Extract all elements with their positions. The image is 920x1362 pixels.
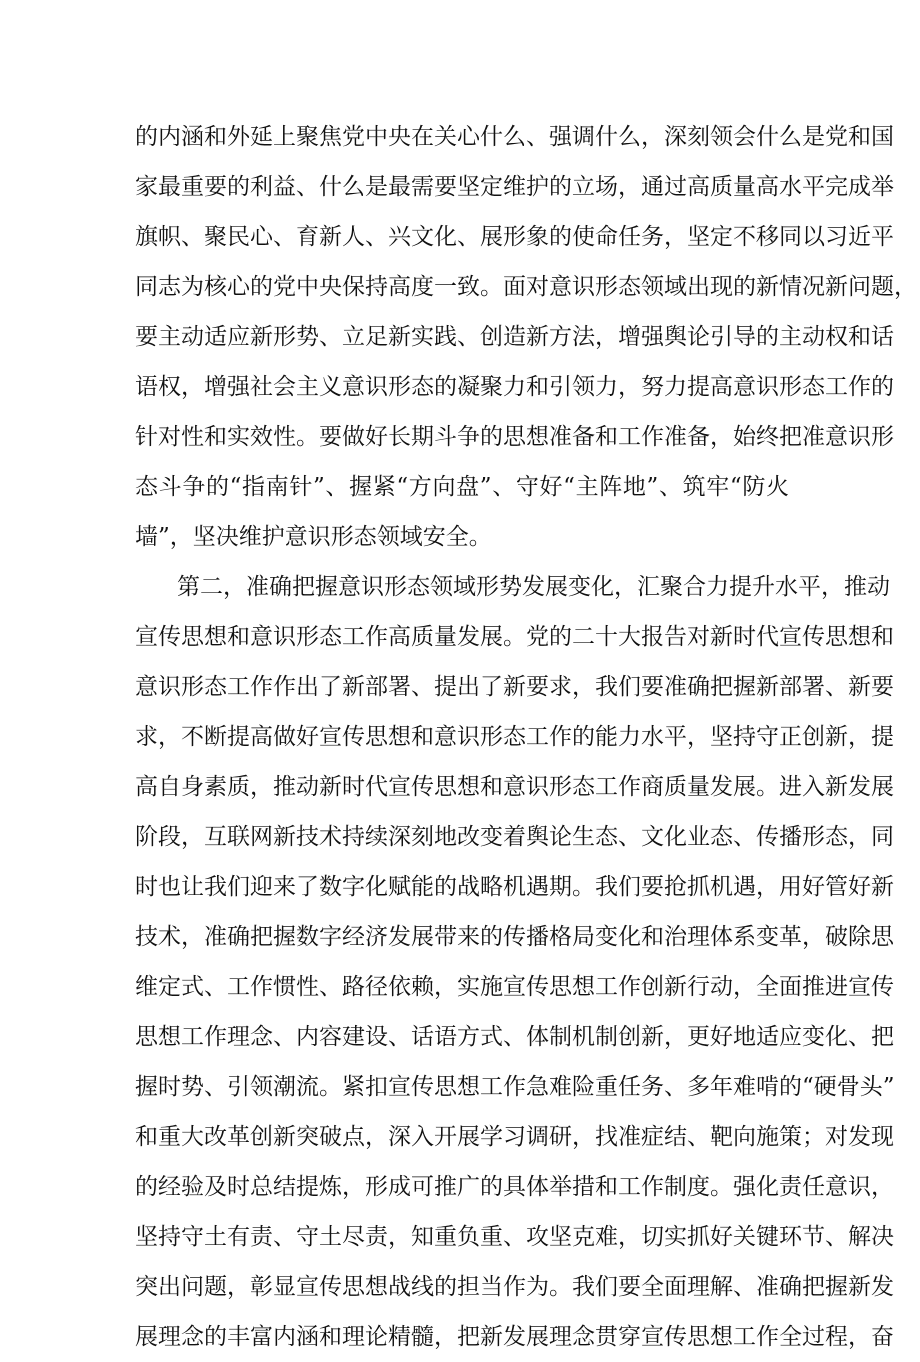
text-line: 阶段，互联网新技术持续深刻地改变着舆论生态、文化业态、传播形态，同 [135,824,894,850]
text-line: 意识形态工作作出了新部署、提出了新要求，我们要准确把握新部署、新要 [135,674,894,700]
text-line: 时也让我们迎来了数字化赋能的战略机遇期。我们要抢抓机遇，用好管好新 [135,874,894,900]
text-line: 技术，准确把握数字经济发展带来的传播格局变化和治理体系变革，破除思 [135,924,894,950]
text-line: 同志为核心的党中央保持高度一致。面对意识形态领域出现的新情况新问题， [135,274,917,300]
text-line: 展理念的丰富内涵和理论精髓，把新发展理念贯穿宣传思想工作全过程，奋 [135,1324,894,1350]
text-line: 的内涵和外延上聚焦党中央在关心什么、强调什么，深刻领会什么是党和国 [135,124,894,150]
text-line: 语权，增强社会主义意识形态的凝聚力和引领力，努力提高意识形态工作的 [135,374,894,400]
text-line: 高自身素质，推动新时代宣传思想和意识形态工作商质量发展。进入新发展 [135,774,894,800]
text-line: 墙”，坚决维护意识形态领域安全。 [135,524,492,550]
paragraph-start-line: 第二，准确把握意识形态领域形势发展变化，汇聚合力提升水平，推动 [177,574,890,600]
text-line: 和重大改革创新突破点，深入开展学习调研，找准症结、靶向施策；对发现 [135,1124,894,1150]
text-line: 的经验及时总结提炼，形成可推广的具体举措和工作制度。强化责任意识， [135,1174,894,1200]
text-line: 维定式、工作惯性、路径依赖，实施宣传思想工作创新行动，全面推进宣传 [135,974,894,1000]
text-line: 要主动适应新形势、立足新实践、创造新方法，增强舆论引导的主动权和话 [135,324,894,350]
text-line: 握时势、引领潮流。紧扣宣传思想工作急难险重任务、多年难啃的“硬骨头” [135,1074,895,1100]
text-line: 思想工作理念、内容建设、话语方式、体制机制创新，更好地适应变化、把 [135,1024,894,1050]
text-line: 突出问题，彰显宣传思想战线的担当作为。我们要全面理解、准确把握新发 [135,1274,894,1300]
text-line: 态斗争的“指南针”、握紧“方向盘”、守好“主阵地”、筑牢“防火 [135,474,789,500]
text-line: 求，不断提高做好宣传思想和意识形态工作的能力水平，坚持守正创新，提 [135,724,894,750]
text-line: 家最重要的利益、什么是最需要坚定维护的立场，通过高质量高水平完成举 [135,174,894,200]
text-line: 针对性和实效性。要做好长期斗争的思想准备和工作准备，始终把准意识形 [135,424,894,450]
text-line: 旗帜、聚民心、育新人、兴文化、展形象的使命任务，坚定不移同以习近平 [135,224,894,250]
text-line: 宣传思想和意识形态工作高质量发展。党的二十大报告对新时代宣传思想和 [135,624,894,650]
text-line: 坚持守土有责、守土尽责，知重负重、攻坚克难，切实抓好关键环节、解决 [135,1224,894,1250]
